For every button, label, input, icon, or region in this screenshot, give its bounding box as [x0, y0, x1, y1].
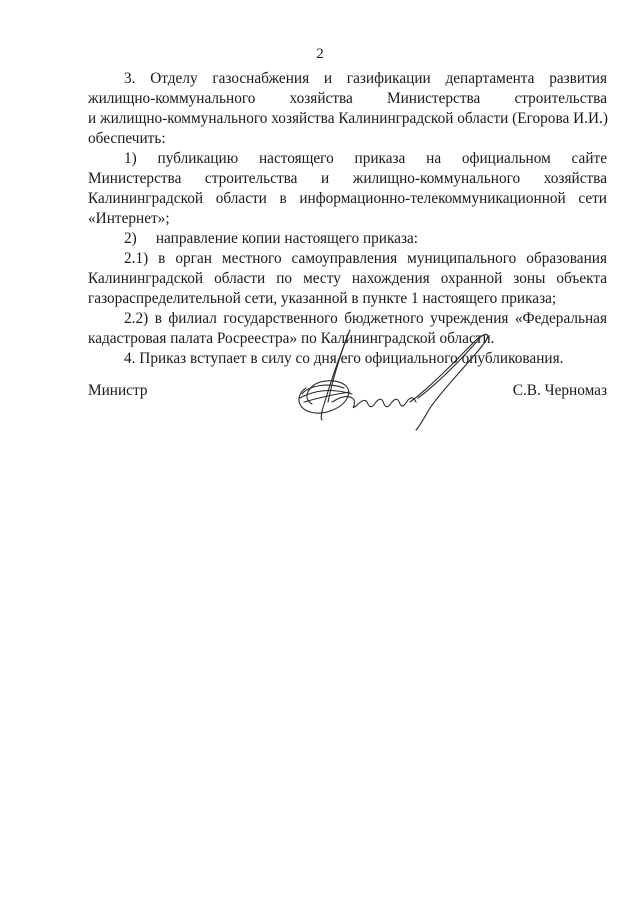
text-line: Калининградской области в информационно-телекоммуникационной сети	[88, 190, 607, 207]
paragraph-3-2	[88, 229, 607, 249]
text-line: жилищно-коммунального хозяйства Министерства строительства	[88, 90, 607, 107]
text-line: 2) направление копии настоящего приказа:	[124, 230, 419, 247]
signer-name: С.В. Черномаз	[512, 382, 607, 399]
handwritten-signature	[292, 328, 492, 432]
text-line: «Интернет»;	[88, 210, 170, 227]
text-line: Министерства строительства и жилищно-коммунального хозяйства	[88, 170, 607, 187]
text-line: и жилищно-коммунального хозяйства Калининградской области (Егорова И.И.)	[88, 110, 608, 127]
text-line: 2.2) в филиал государственного бюджетного учреждения «Федеральная	[124, 310, 607, 327]
text-line: Калининградской области по месту нахождения охранной зоны объекта	[88, 270, 607, 287]
paragraph-3	[88, 69, 607, 149]
text-line: 3. Отделу газоснабжения и газификации департамента развития	[124, 70, 607, 87]
text-line: газораспределительной сети, указанной в пункте 1 настоящего приказа;	[88, 290, 557, 307]
text-line: кадастровая палата Росреестра» по Калининградской области.	[88, 330, 495, 347]
text-line: 4. Приказ вступает в силу со дня его официального опубликования.	[124, 350, 564, 367]
text-line: 1) публикацию настоящего приказа на официальном сайте	[124, 150, 607, 167]
text-line: 2.1) в орган местного самоуправления муниципального образования	[124, 250, 607, 267]
signer-position: Министр	[88, 382, 148, 399]
page-number: 2	[316, 46, 324, 62]
paragraph-3-1	[88, 149, 607, 229]
document-body	[88, 69, 607, 369]
text-line: обеспечить:	[88, 130, 166, 147]
paragraph-3-2-1	[88, 249, 607, 309]
